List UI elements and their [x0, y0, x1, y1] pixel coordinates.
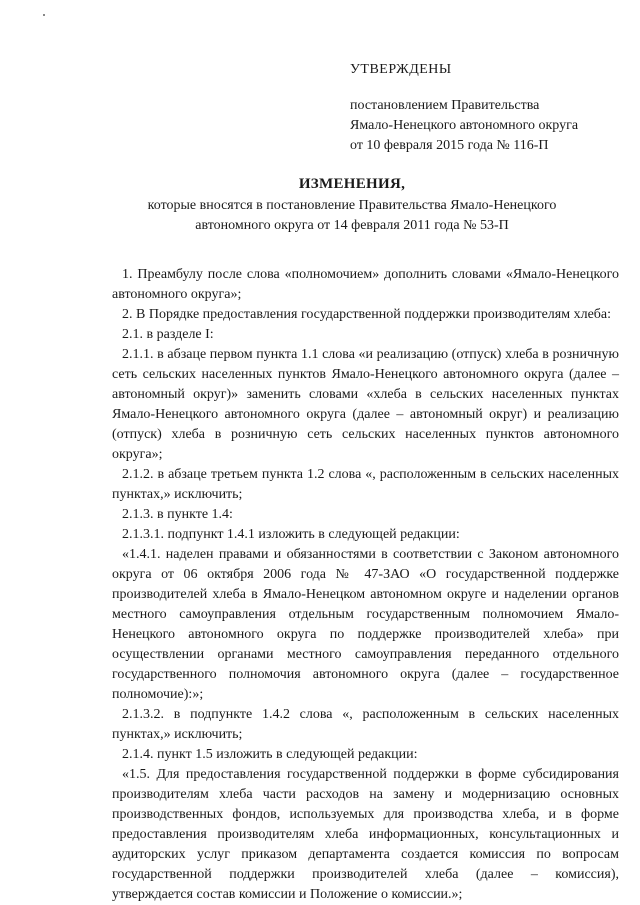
- document-title-block: [112, 174, 592, 236]
- scan-mark: [43, 14, 45, 16]
- approval-line: Ямало-Ненецкого автономного округа: [350, 118, 579, 133]
- approval-line: от 10 февраля 2015 года № 116-П: [350, 138, 549, 153]
- approval-block: [350, 60, 620, 156]
- paragraph-2-1-2: 2.1.2. в абзаце третьем пункта 1.2 слова «, расположенным в сельских населенных пунктах,» исключить;: [112, 467, 619, 502]
- paragraph-2-1-3-2: 2.1.3.2. в подпункте 1.4.2 слова «, расположенным в сельских населенных пунктах,» исключить;: [112, 707, 619, 742]
- document-title: ИЗМЕНЕНИЯ,: [298, 176, 406, 192]
- document-subtitle-line: которые вносятся в постановление Правительства Ямало-Ненецкого: [147, 198, 557, 213]
- approval-line: постановлением Правительства: [350, 98, 540, 113]
- paragraph-2-1-1: 2.1.1. в абзаце первом пункта 1.1 слова «и реализацию (отпуск) хлеба в розничную сеть сельских населенных пунктов Ямало-Ненецкого автономного округа (далее – автономный округ)» заменить словами «хлеба в сельских населенных пунктах Ямало-Ненецкого автономного округа (далее – автономный округ) и реализацию (отпуск) хлеба в розничную сеть сельских населенных пунктов автономного округа»;: [112, 347, 619, 462]
- paragraph-2-1-3-1: 2.1.3.1. подпункт 1.4.1 изложить в следующей редакции:: [122, 527, 460, 542]
- paragraph-1: 1. Преамбулу после слова «полномочием» дополнить словами «Ямало-Ненецкого автономного округа»;: [112, 267, 619, 302]
- paragraph-2-1-4: 2.1.4. пункт 1.5 изложить в следующей редакции:: [122, 747, 418, 762]
- paragraph-quote-1-4-1: «1.4.1. наделен правами и обязанностями в соответствии с Законом автономного округа от 06 октября 2006 года № 47-ЗАО «О государственной поддержке производителей хлеба в Ямало-Ненецком автономном округе и наделении органов местного самоуправления отдельным государственным полномочием Ямало-Ненецкого автономного округа по поддержке производителей хлеба» при осуществлении органами местного самоуправления переданного отдельного государственного полномочия автономного округа (далее – государственное полномочие):»;: [112, 547, 619, 702]
- document-body: [112, 265, 619, 905]
- paragraph-quote-1-5: «1.5. Для предоставления государственной поддержки в форме субсидирования производителям хлеба части расходов на замену и модернизацию основных производственных фондов, используемых для производства хлеба, и в форме предоставления производителям хлеба информационных, консультационных и аудиторских услуг приказом департамента создается комиссия по вопросам государственной поддержки производителей хлеба (далее – комиссия), утверждается состав комиссии и Положение о комиссии.»;: [112, 767, 619, 902]
- approval-heading: УТВЕРЖДЕНЫ: [350, 62, 452, 77]
- paragraph-2-1: 2.1. в разделе I:: [122, 327, 214, 342]
- paragraph-2-1-3: 2.1.3. в пункте 1.4:: [122, 507, 233, 522]
- paragraph-2: 2. В Порядке предоставления государственной поддержки производителям хлеба:: [122, 307, 612, 322]
- document-subtitle-line: автономного округа от 14 февраля 2011 года № 53-П: [195, 218, 509, 233]
